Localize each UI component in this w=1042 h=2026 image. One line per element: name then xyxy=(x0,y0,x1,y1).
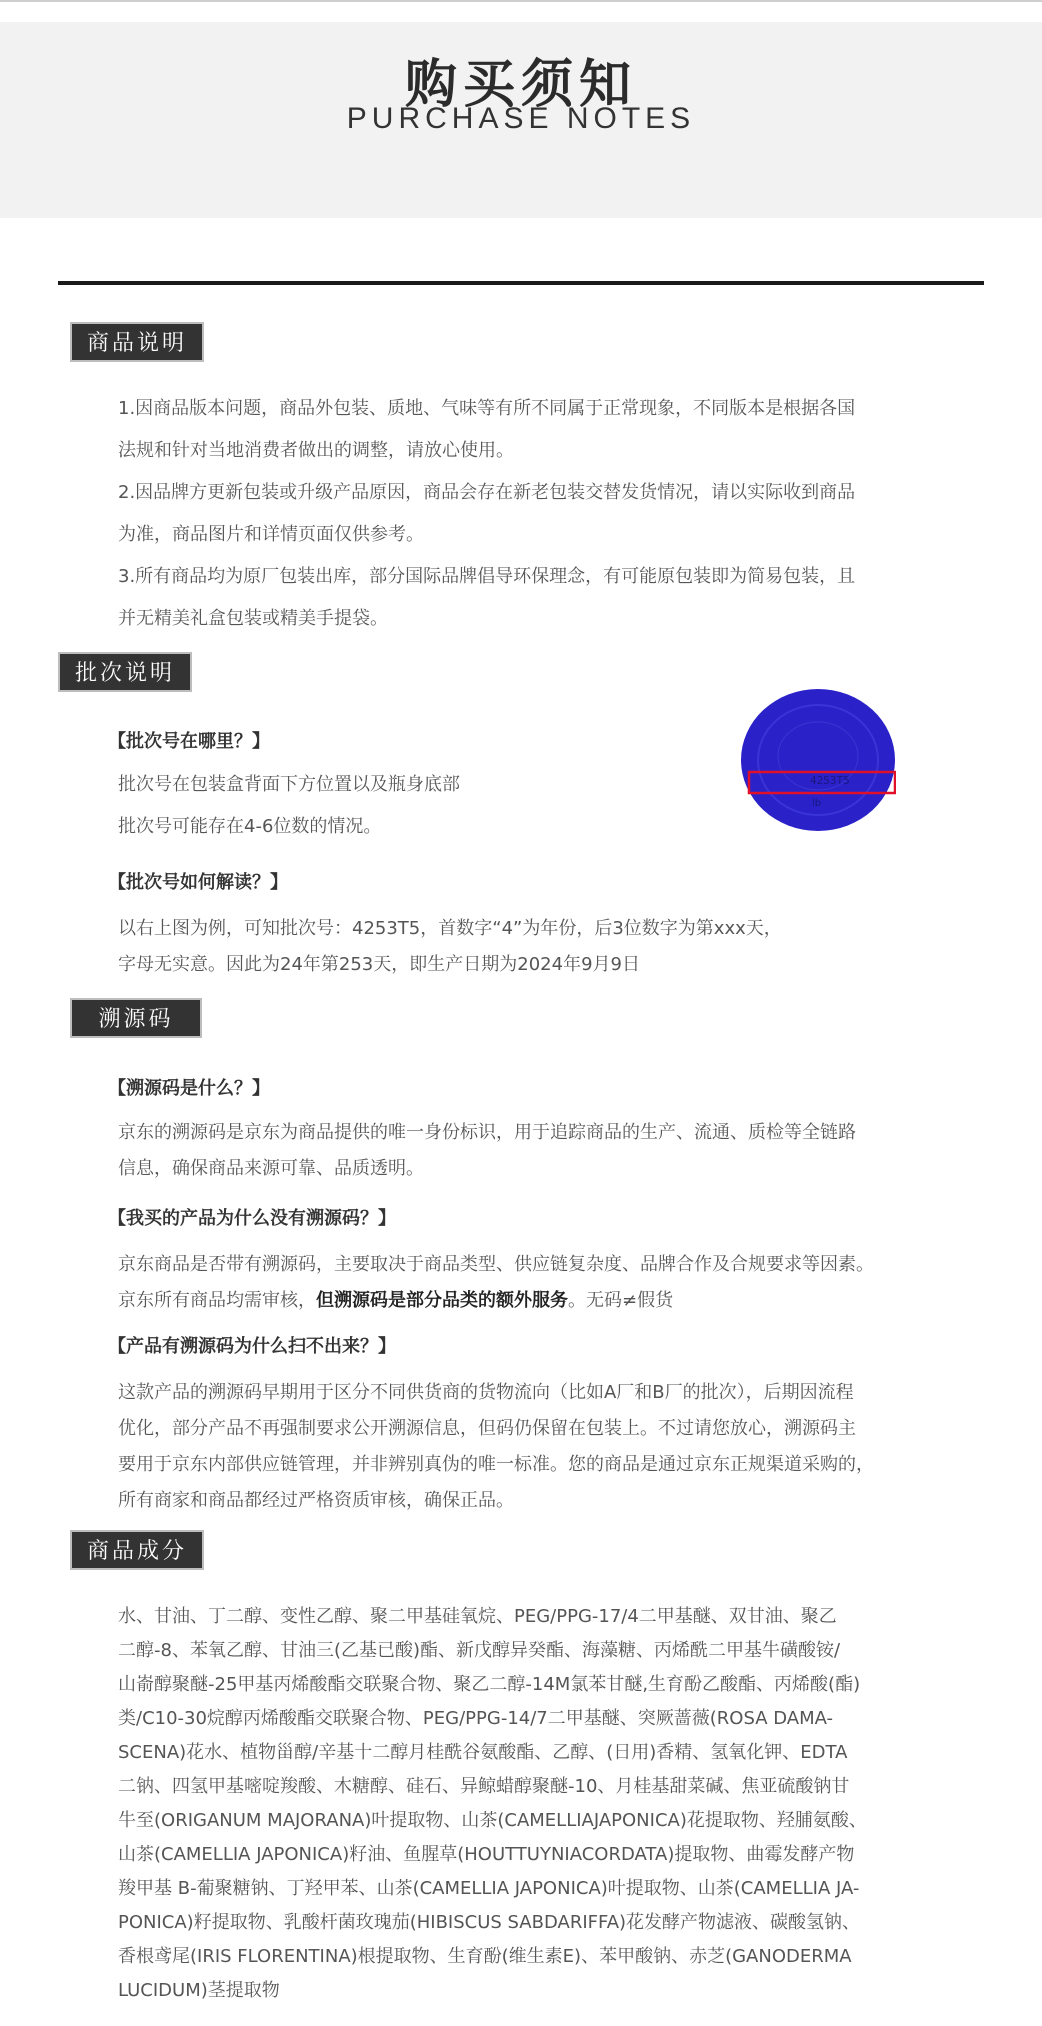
product-info-line: 1.因商品版本问题，商品外包装、质地、气味等有所不同属于正常现象，不同版本是根据各国 xyxy=(118,398,856,419)
product-info-line: 为准，商品图片和详情页面仅供参考。 xyxy=(118,524,424,545)
trace-answer-line: 优化，部分产品不再强制要求公开溯源信息，但码仍保留在包装上。不过请您放心，溯源码主 xyxy=(118,1418,856,1439)
product-info-line: 并无精美礼盒包装或精美手提袋。 xyxy=(118,608,388,629)
section-tag-ingredients: 商品成分 xyxy=(70,1530,204,1570)
batch-answer-line: 批次号在包装盒背面下方位置以及瓶身底部 xyxy=(118,774,460,795)
batch-question-where: 【批次号在哪里？】 xyxy=(108,731,270,752)
trace-question-why-none: 【我买的产品为什么没有溯源码？】 xyxy=(108,1208,396,1229)
ingredients-line: 山茶(CAMELLIA JAPONICA)籽油、鱼腥草(HOUTTUYNIACORDATA)提取物、曲霉发酵产物 xyxy=(118,1844,855,1865)
product-info-line: 2.因品牌方更新包装或升级产品原因，商品会存在新老包装交替发货情况，请以实际收到商品 xyxy=(118,482,856,503)
bottle-cap-photo xyxy=(740,688,896,832)
section-tag-batch: 批次说明 xyxy=(58,652,192,692)
ingredients-line: 山嵛醇聚醚-25甲基丙烯酸酯交联聚合物、聚乙二醇-14M氯苯甘醚,生育酚乙酸酯、丙烯酸(酯) xyxy=(118,1674,861,1695)
ingredients-line: 香根鸢尾(IRIS FLORENTINA)根提取物、生育酚(维生素E)、苯甲酸钠、赤芝(GANODERMA xyxy=(118,1946,852,1967)
trace-answer-line: 这款产品的溯源码早期用于区分不同供货商的货物流向（比如A厂和B厂的批次），后期因流程 xyxy=(118,1382,854,1403)
trace-question-what: 【溯源码是什么？】 xyxy=(108,1078,270,1099)
batch-question-read: 【批次号如何解读？】 xyxy=(108,872,288,893)
product-info-line: 法规和针对当地消费者做出的调整，请放心使用。 xyxy=(118,440,514,461)
trace-answer-emphasis: 但溯源码是部分品类的额外服务 xyxy=(316,1290,568,1311)
product-info-line: 3.所有商品均为原厂包装出库，部分国际品牌倡导环保理念，有可能原包装即为简易包装，且 xyxy=(118,566,856,587)
batch-answer-line: 字母无实意。因此为24年第253天，即生产日期为2024年9月9日 xyxy=(118,954,640,975)
ingredients-line: 牛至(ORIGANUM MAJORANA)叶提取物、山茶(CAMELLIAJAPONICA)花提取物、羟脯氨酸、 xyxy=(118,1810,867,1831)
trace-answer-line: 京东的溯源码是京东为商品提供的唯一身份标识，用于追踪商品的生产、流通、质检等全链路 xyxy=(118,1122,856,1143)
trace-answer-line: 信息，确保商品来源可靠、品质透明。 xyxy=(118,1158,424,1179)
ingredients-line: LUCIDUM)茎提取物 xyxy=(118,1980,280,2001)
trace-question-scan: 【产品有溯源码为什么扫不出来？】 xyxy=(108,1336,396,1357)
ingredients-line: 二醇-8、苯氧乙醇、甘油三(乙基已酸)酯、新戊醇异癸酯、海藻糖、丙烯酰二甲基牛磺酸铵/ xyxy=(118,1640,841,1661)
batch-answer-line: 以右上图为例，可知批次号：4253T5，首数字“4”为年份，后3位数字为第xxx天， xyxy=(118,918,782,939)
page-subtitle: PURCHASE NOTES xyxy=(346,102,696,135)
ingredients-line: 类/C10-30烷醇丙烯酸酯交联聚合物、PEG/PPG-14/7二甲基醚、突厥蔷薇(ROSA DAMA- xyxy=(118,1708,834,1729)
trace-answer-line-mixed: 京东所有商品均需审核，但溯源码是部分品类的额外服务。无码≠假货 xyxy=(118,1290,674,1311)
cap-batch-code: 4253T5 xyxy=(810,774,850,787)
ingredients-line: 二钠、四氢甲基嘧啶羧酸、木糖醇、硅石、异鲸蜡醇聚醚-10、月桂基甜菜碱、焦亚硫酸钠甘 xyxy=(118,1776,850,1797)
svg-text:lb: lb xyxy=(812,798,822,809)
batch-answer-line: 批次号可能存在4-6位数的情况。 xyxy=(118,816,382,837)
divider xyxy=(58,281,984,285)
trace-answer-line: 所有商家和商品都经过严格资质审核，确保正品。 xyxy=(118,1490,514,1511)
ingredients-line: 水、甘油、丁二醇、变性乙醇、聚二甲基硅氧烷、PEG/PPG-17/4二甲基醚、双甘油、聚乙 xyxy=(118,1606,837,1627)
section-tag-trace: 溯源码 xyxy=(70,998,202,1038)
section-tag-product-info: 商品说明 xyxy=(70,322,204,362)
ingredients-line: PONICA)籽提取物、乳酸杆菌玫瑰茄(HIBISCUS SABDARIFFA)花发酵产物滤液、碳酸氢钠、 xyxy=(118,1912,861,1933)
ingredients-line: 羧甲基 B-葡聚糖钠、丁羟甲苯、山茶(CAMELLIA JAPONICA)叶提取物、山茶(CAMELLIA JA- xyxy=(118,1878,860,1899)
trace-answer-line: 京东商品是否带有溯源码，主要取决于商品类型、供应链复杂度、品牌合作及合规要求等因素。 xyxy=(118,1254,874,1275)
page-title: 购买须知 xyxy=(404,55,637,115)
trace-answer-line: 要用于京东内部供应链管理，并非辨别真伪的唯一标准。您的商品是通过京东正规渠道采购的， xyxy=(118,1454,874,1475)
ingredients-line: SCENA)花水、植物甾醇/辛基十二醇月桂酰谷氨酸酯、乙醇、(日用)香精、氢氧化钾、EDTA xyxy=(118,1742,848,1763)
top-border xyxy=(0,0,1042,2)
